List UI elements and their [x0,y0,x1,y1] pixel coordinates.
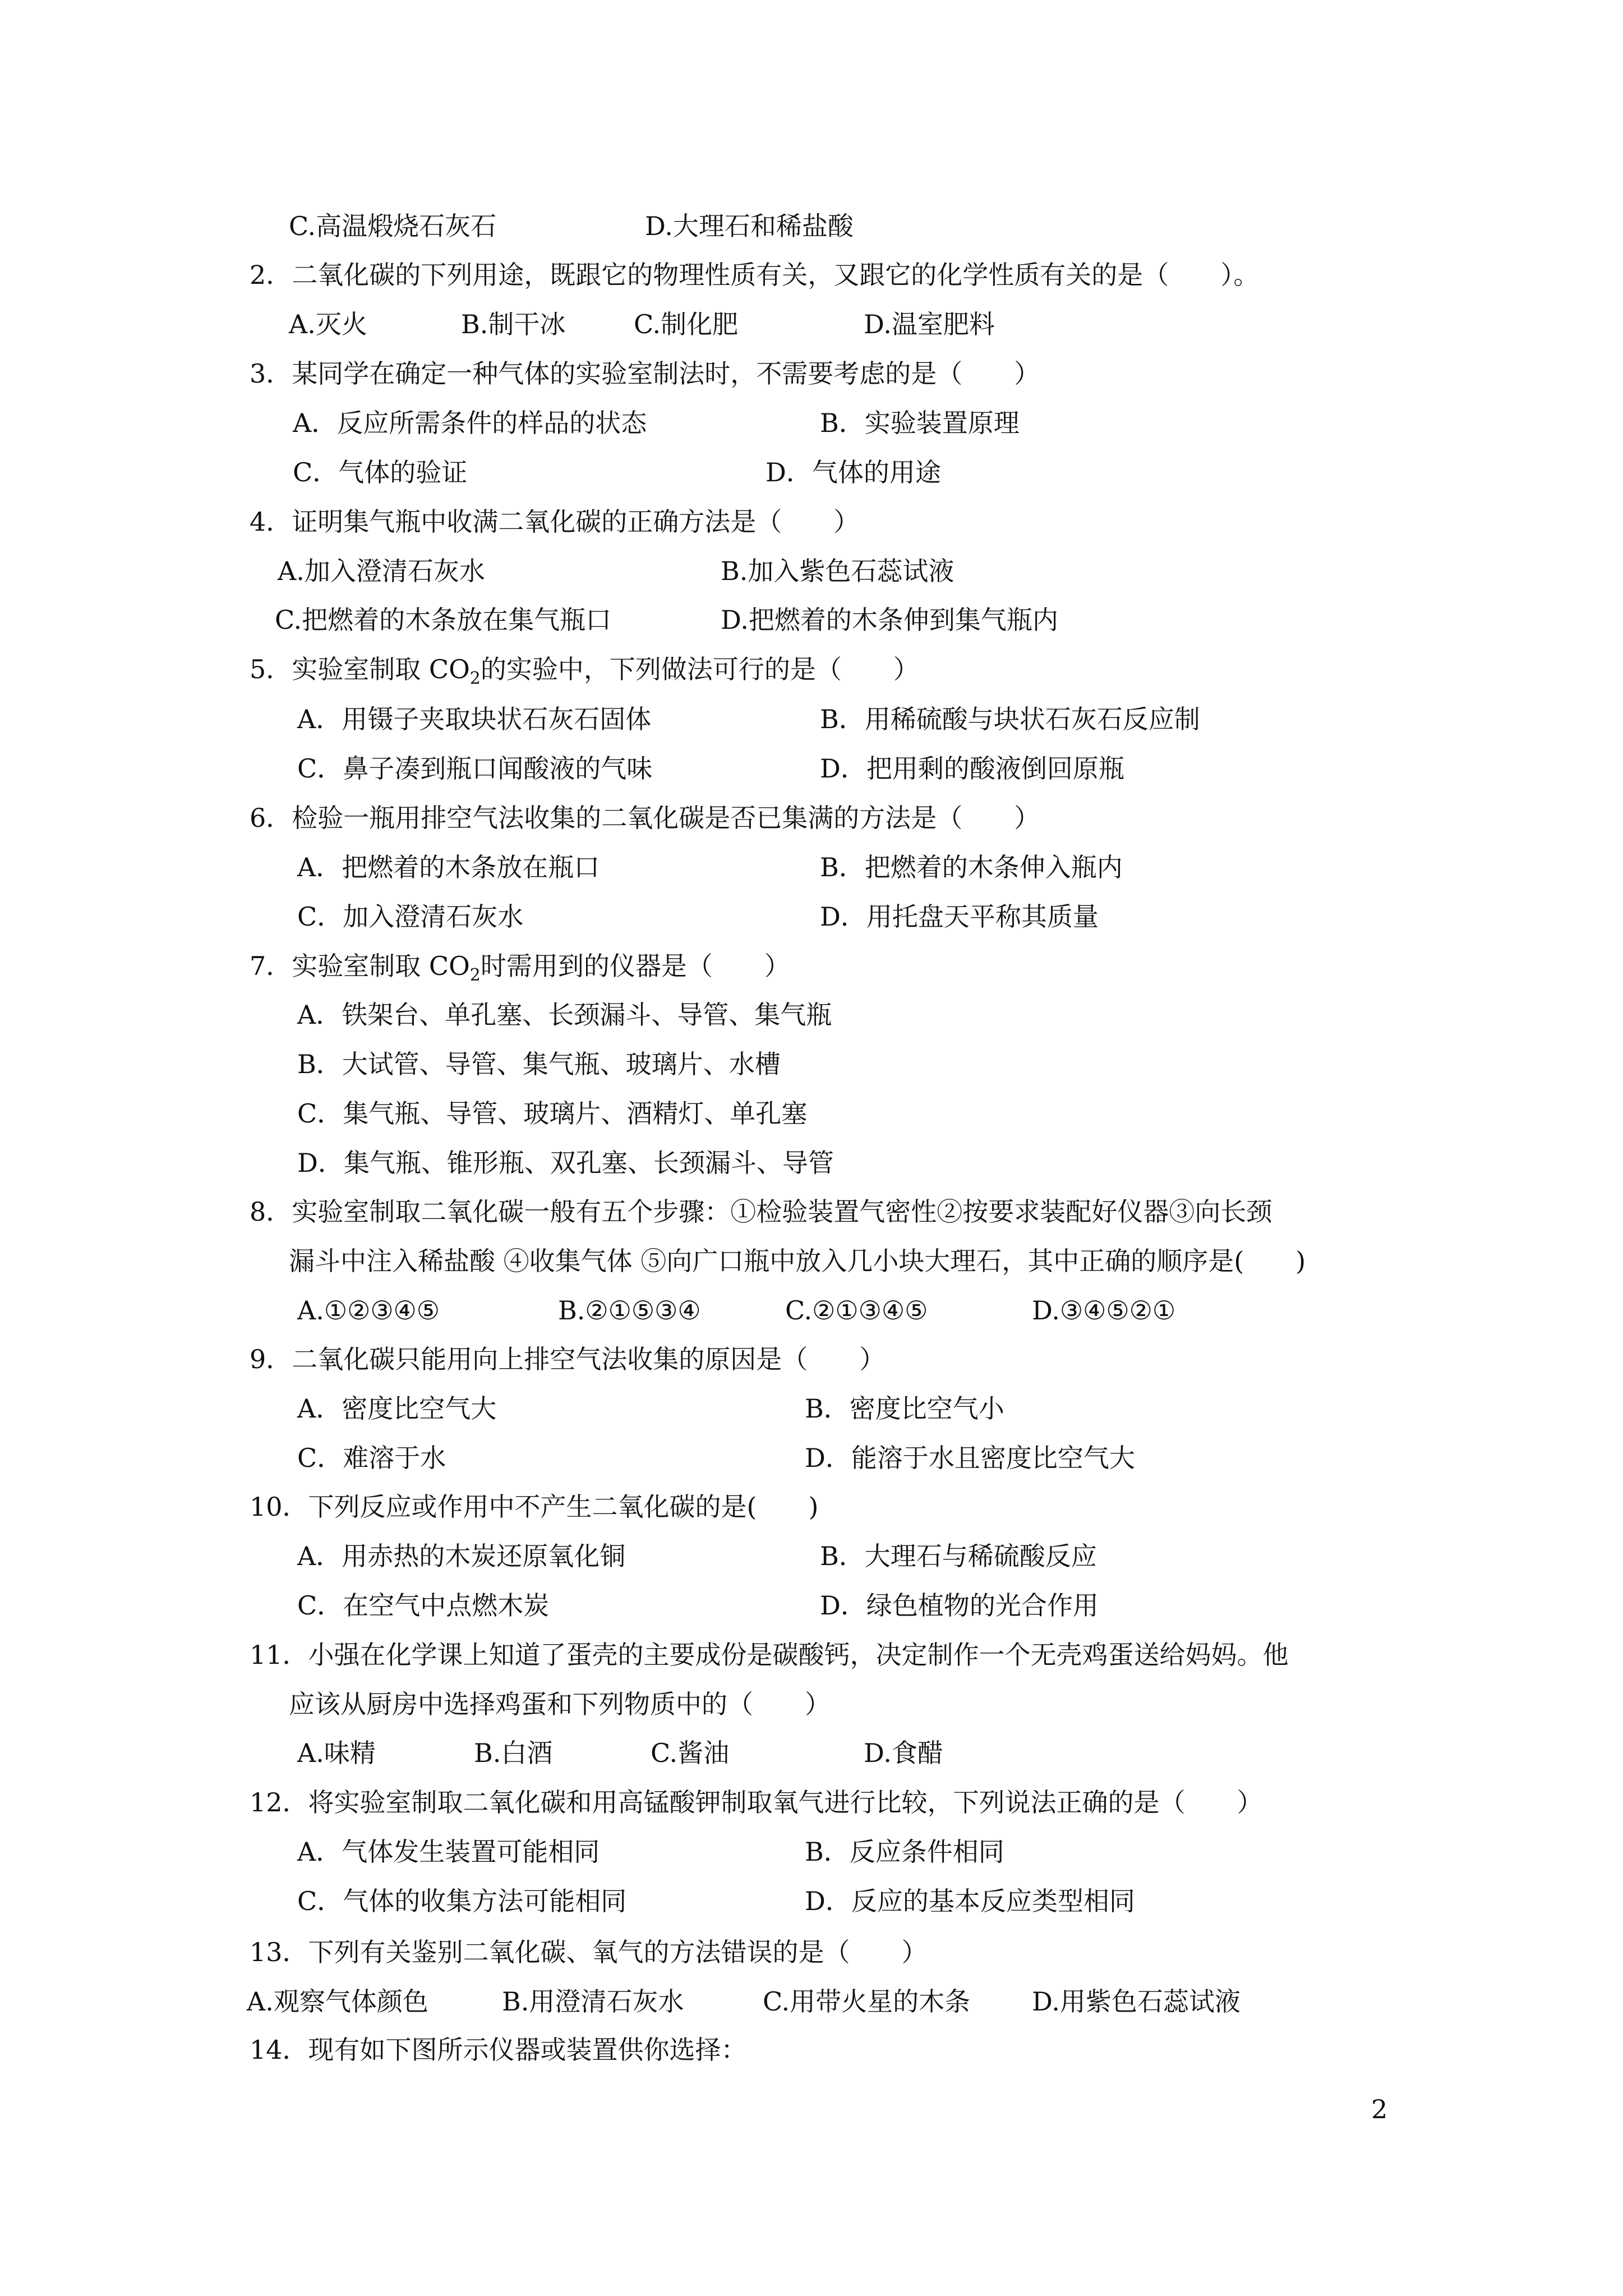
q2-option-c: C.制化肥 [634,309,739,339]
q6-option-b: B．把燃着的木条伸入瓶内 [820,852,1123,882]
q7-option-b: B．大试管、导管、集气瓶、玻璃片、水槽 [297,1049,781,1079]
q10-option-d: D．绿色植物的光合作用 [820,1590,1099,1621]
q2-option-a: A.灭火 [289,309,367,339]
q7-stem-post: 时需用到的仪器是（ ） [480,951,790,981]
q13-option-b: B.用澄清石灰水 [502,1986,684,2017]
q4-option-d: D.把燃着的木条伸到集气瓶内 [721,605,1058,635]
q5-option-d: D．把用剩的酸液倒回原瓶 [820,753,1124,784]
q1-option-d: D.大理石和稀盐酸 [645,211,854,241]
q5-stem [250,652,919,689]
q5-stem-post: 的实验中，下列做法可行的是（ ） [480,654,919,684]
q5-option-b: B．用稀硫酸与块状石灰石反应制 [820,704,1200,734]
q13-option-c: C.用带火星的木条 [763,1986,971,2017]
q5-stem-pre: 5．实验室制取 CO [250,654,470,684]
q7-option-a: A．铁架台、单孔塞、长颈漏斗、导管、集气瓶 [297,1000,832,1030]
q11-option-d: D.食醋 [864,1738,943,1768]
q12-option-c: C．气体的收集方法可能相同 [297,1886,627,1916]
q2-option-d: D.温室肥料 [864,309,995,339]
q10-option-a: A．用赤热的木炭还原氧化铜 [297,1541,626,1571]
q9-stem: 9．二氧化碳只能用向上排空气法收集的原因是（ ） [250,1344,886,1374]
q11-option-a: A.味精 [297,1738,376,1768]
q2-option-b: B.制干冰 [461,309,566,339]
q6-option-c: C．加入澄清石灰水 [297,901,524,932]
q8-option-d: D.③④⑤②① [1032,1295,1176,1326]
q11-option-b: B.白酒 [474,1738,553,1768]
q8-option-b: B.②①⑤③④ [558,1295,701,1326]
q2-stem: 2．二氧化碳的下列用途，既跟它的物理性质有关，又跟它的化学性质有关的是（ ）。 [250,260,1260,290]
q1-option-c: C.高温煅烧石灰石 [289,211,497,241]
q8-option-c: C.②①③④⑤ [785,1295,928,1326]
q4-option-b: B.加入紫色石蕊试液 [721,556,955,586]
q10-option-b: B．大理石与稀硫酸反应 [820,1541,1097,1571]
q7-option-c: C．集气瓶、导管、玻璃片、酒精灯、单孔塞 [297,1098,808,1129]
q7-option-d: D．集气瓶、锥形瓶、双孔塞、长颈漏斗、导管 [297,1148,834,1178]
q8-stem-line1: 8．实验室制取二氧化碳一般有五个步骤：①检验装置气密性②按要求装配好仪器③向长颈 [250,1197,1272,1227]
q14-stem: 14．现有如下图所示仪器或装置供你选择： [250,2035,747,2065]
q9-option-d: D．能溶于水且密度比空气大 [805,1443,1135,1473]
q13-stem: 13．下列有关鉴别二氧化碳、氧气的方法错误的是（ ） [250,1937,928,1967]
q6-option-d: D．用托盘天平称其质量 [820,901,1099,932]
q7-stem-pre: 7．实验室制取 CO [250,951,470,981]
q3-option-a: A．反应所需条件的样品的状态 [293,408,647,438]
q5-stem-subscript: 2 [469,669,481,689]
q7-stem [250,949,790,986]
q3-option-b: B．实验装置原理 [820,408,1020,438]
q10-stem: 10．下列反应或作用中不产生二氧化碳的是( ) [250,1492,819,1522]
q4-option-a: A.加入澄清石灰水 [278,556,485,586]
q9-option-b: B．密度比空气小 [805,1393,1004,1424]
q9-option-a: A．密度比空气大 [297,1393,497,1424]
q11-stem-line2: 应该从厨房中选择鸡蛋和下列物质中的（ ） [289,1689,831,1719]
q11-option-c: C.酱油 [651,1738,730,1768]
q12-option-b: B．反应条件相同 [805,1837,1004,1867]
q7-stem-subscript: 2 [469,965,481,986]
q3-option-d: D．气体的用途 [766,457,941,487]
q8-stem-line2: 漏斗中注入稀盐酸 ④收集气体 ⑤向广口瓶中放入几小块大理石，其中正确的顺序是( ) [289,1246,1306,1276]
q10-option-c: C．在空气中点燃木炭 [297,1590,550,1621]
q3-stem: 3．某同学在确定一种气体的实验室制法时，不需要考虑的是（ ） [250,358,1040,389]
q13-option-d: D.用紫色石蕊试液 [1032,1986,1241,2017]
q11-stem-line1: 11．小强在化学课上知道了蛋壳的主要成份是碳酸钙，决定制作一个无壳鸡蛋送给妈妈。他 [250,1640,1289,1670]
q8-option-a: A.①②③④⑤ [297,1295,440,1326]
q5-option-c: C．鼻子凑到瓶口闻酸液的气味 [297,753,653,784]
q6-option-a: A．把燃着的木条放在瓶口 [297,852,600,882]
q4-option-c: C.把燃着的木条放在集气瓶口 [275,605,612,635]
q13-option-a: A.观察气体颜色 [247,1986,428,2017]
q12-stem: 12．将实验室制取二氧化碳和用高锰酸钾制取氧气进行比较，下列说法正确的是（ ） [250,1787,1263,1818]
q9-option-c: C．难溶于水 [297,1443,446,1473]
page-number: 2 [1371,2094,1388,2124]
q12-option-a: A．气体发生装置可能相同 [297,1837,600,1867]
q6-stem: 6．检验一瓶用排空气法收集的二氧化碳是否已集满的方法是（ ） [250,803,1040,833]
q4-stem: 4．证明集气瓶中收满二氧化碳的正确方法是（ ） [250,507,860,537]
q3-option-c: C．气体的验证 [293,457,468,487]
q12-option-d: D．反应的基本反应类型相同 [805,1886,1135,1916]
q5-option-a: A．用镊子夹取块状石灰石固体 [297,704,652,734]
